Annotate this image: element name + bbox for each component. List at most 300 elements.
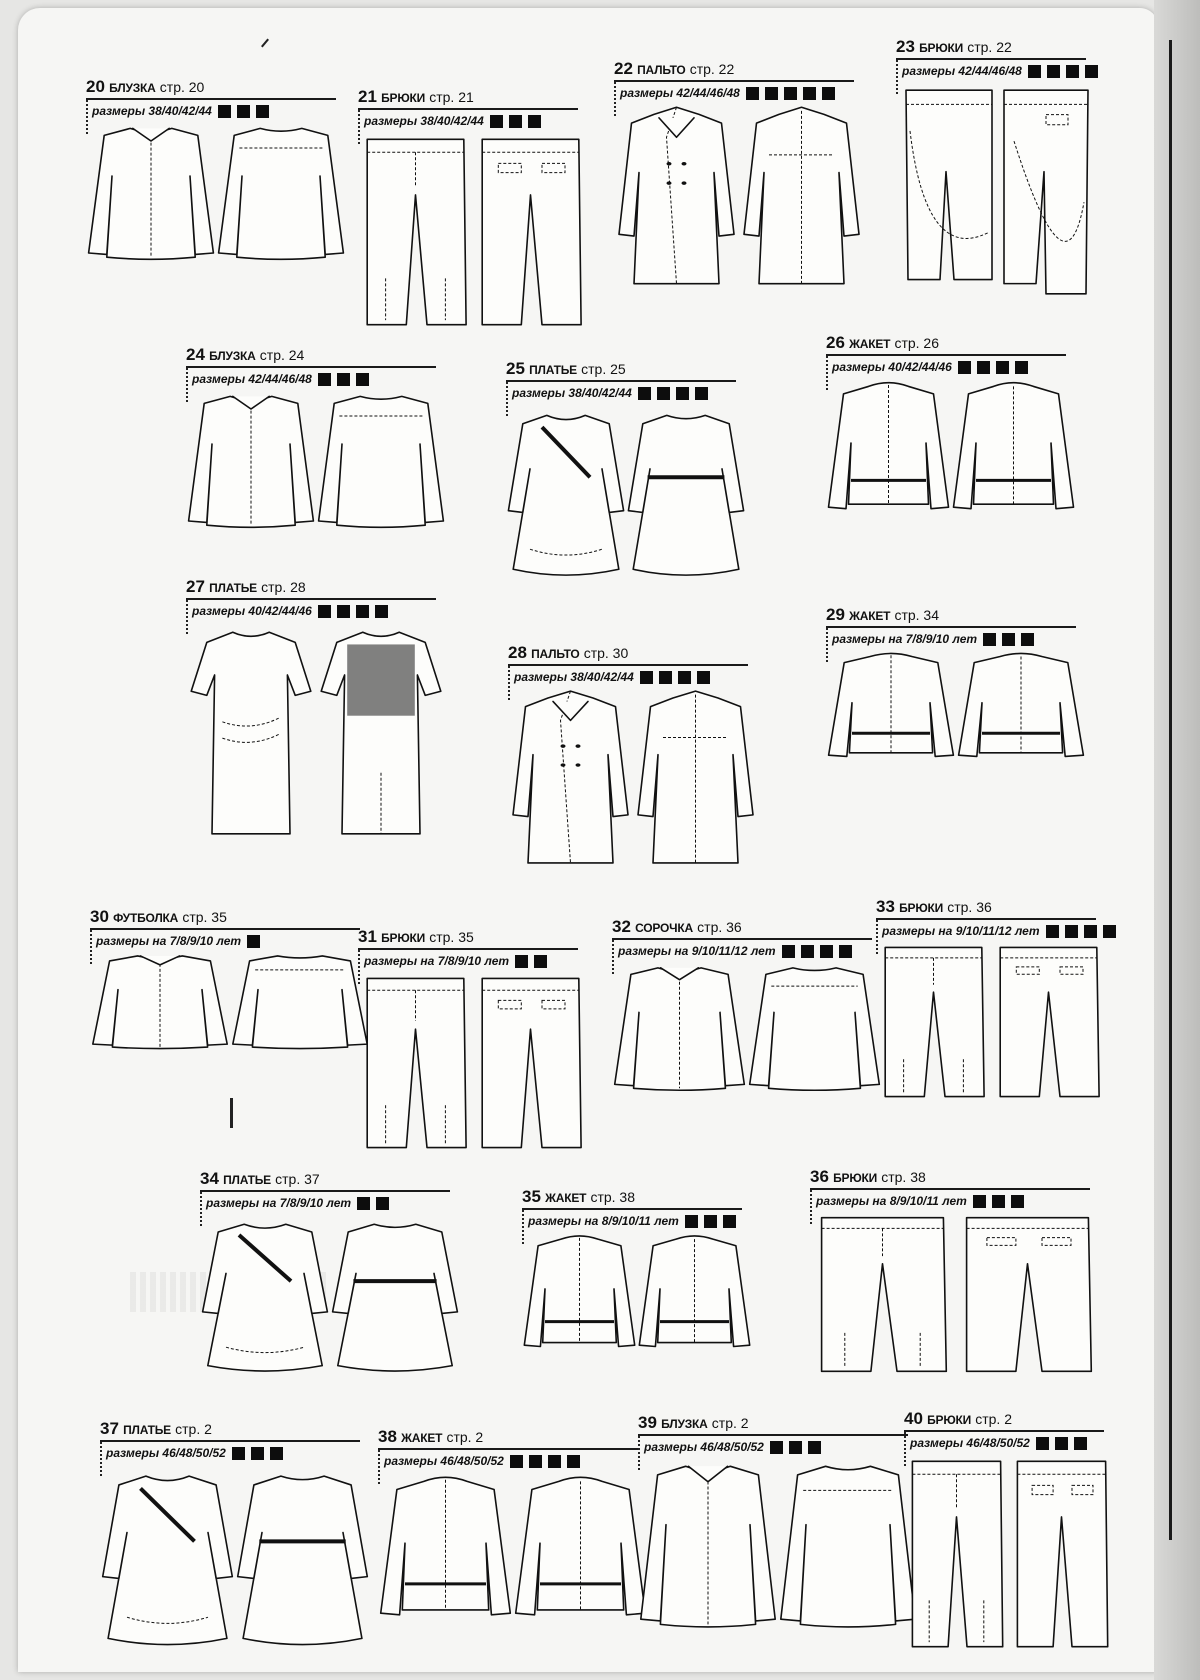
pattern-item-25 [506,360,746,590]
size-range [512,386,708,400]
pattern-item-27 [186,578,446,848]
garment-sketch [186,620,446,844]
pants-back [1000,947,1099,1096]
difficulty-square [529,1455,542,1468]
page-reference: стр. 2 [711,1415,749,1431]
title-rule [506,380,736,382]
top-front [93,956,227,1049]
difficulty-square [973,1195,986,1208]
size-range-text: размеры 46/48/50/52 [106,1446,226,1460]
difficulty-square [1103,925,1116,938]
pattern-item-20 [86,78,346,278]
jacket-front [381,1477,511,1615]
pattern-title [90,908,227,927]
difficulty-square [1084,925,1097,938]
size-range-text: размеры на 8/9/10/11 лет [816,1194,967,1208]
coat-front [619,107,734,283]
difficulty-square [640,671,653,684]
jacket-back [516,1477,646,1615]
pants-back [1017,1461,1107,1646]
title-rule [90,928,360,930]
pattern-item-30 [90,908,370,1063]
title-rule [378,1448,638,1450]
difficulty-square [337,373,350,386]
size-range-text: размеры на 9/10/11/12 лет [882,924,1040,938]
difficulty-square [704,1215,717,1228]
jacket-front [829,653,954,756]
title-rule [896,58,1086,60]
difficulty-square [1015,361,1028,374]
garment-sketch [826,376,1076,540]
pattern-item-36 [810,1168,1100,1383]
difficulty-square [528,115,541,128]
difficulty-square [784,87,797,100]
garment-type: БЛУЗКА [109,81,156,95]
dress-back [238,1476,368,1644]
size-range-text: размеры 46/48/50/52 [910,1436,1030,1450]
size-range [882,924,1116,938]
jacket-front [829,383,949,509]
size-range [92,104,269,118]
pattern-number: 32 [612,917,631,936]
stray-mark [261,39,269,48]
garment-sketch [876,940,1106,1104]
difficulty-square [232,1447,245,1460]
pattern-title [100,1420,212,1439]
size-range [910,1436,1087,1450]
difficulty-square [958,361,971,374]
pattern-title [826,334,939,353]
pattern-title [508,644,628,663]
difficulty-square [256,105,269,118]
dress-back [333,1224,458,1371]
difficulty-square [685,1215,698,1228]
difficulty-square [676,387,689,400]
difficulty-square [548,1455,561,1468]
title-rule [904,1430,1104,1432]
size-range-text: размеры 38/40/42/44 [512,386,632,400]
pattern-title [904,1410,1012,1429]
pattern-title [506,360,626,379]
size-range [192,372,369,386]
garment-type: БРЮКИ [381,91,426,105]
pattern-item-40 [904,1410,1114,1660]
difficulty-square [1046,925,1059,938]
difficulty-square [659,671,672,684]
page-reference: стр. 2 [446,1429,484,1445]
garment-type: ПЛАТЬЕ [209,581,257,595]
top-front [189,396,314,527]
title-rule [522,1208,742,1210]
top-back [219,128,344,259]
dress-front [508,415,623,575]
garment-type: ПЛАТЬЕ [123,1423,171,1437]
difficulty-square [1011,1195,1024,1208]
size-range-text: размеры 40/42/44/46 [832,360,952,374]
difficulty-square [237,105,250,118]
page-reference: стр. 2 [975,1411,1012,1427]
page-reference: стр. 24 [259,347,305,363]
pattern-item-34 [200,1170,460,1385]
top-back [233,956,367,1049]
title-rule [186,366,436,368]
size-range-text: размеры 46/48/50/52 [384,1454,504,1468]
pattern-number: 39 [638,1413,657,1432]
pattern-number: 27 [186,577,205,596]
difficulty-square [1002,633,1015,646]
garment-type: ЖАКЕТ [849,609,891,623]
garment-sketch [638,1456,918,1645]
difficulty-square [765,87,778,100]
title-rule [612,938,872,940]
garment-type: ЖАКЕТ [545,1191,587,1205]
page-reference: стр. 35 [429,929,474,945]
pattern-title [358,88,474,107]
page-reference: стр. 25 [581,361,626,377]
difficulty-square [356,605,369,618]
pattern-number: 21 [358,87,377,106]
pattern-title [358,928,474,947]
pattern-number: 35 [522,1187,541,1206]
difficulty-square [695,387,708,400]
pattern-number: 26 [826,333,845,352]
size-range [618,944,852,958]
page-reference: стр. 2 [175,1421,212,1437]
size-range [384,1454,580,1468]
pattern-number: 20 [86,77,105,96]
difficulty-square [1074,1437,1087,1450]
pattern-item-31 [358,928,588,1160]
size-range-text: размеры 38/40/42/44 [364,114,484,128]
dress-front [191,632,311,834]
difficulty-square [789,1441,802,1454]
top-back [750,968,880,1090]
difficulty-square [803,87,816,100]
size-range [192,604,388,618]
size-range [620,86,835,100]
garment-sketch [826,648,1086,782]
difficulty-square [1047,65,1060,78]
page-reference: стр. 22 [689,61,735,77]
pattern-number: 40 [904,1409,923,1428]
pattern-item-26 [826,334,1076,544]
pattern-number: 24 [186,345,205,364]
garment-sketch [86,120,346,274]
pants-front [367,139,466,324]
difficulty-square [839,945,852,958]
pattern-item-33 [876,898,1106,1108]
pants-front [367,978,466,1147]
garment-sketch [904,1452,1114,1656]
coat-back [744,107,859,283]
garment-type: ПЛАТЬЕ [223,1173,271,1187]
garment-type: БРЮКИ [381,931,426,945]
difficulty-square [1085,65,1098,78]
pants-back [482,978,581,1147]
spine-edge [1169,40,1172,1540]
difficulty-square [1028,65,1041,78]
page-reference: стр. 37 [275,1171,320,1187]
page-reference: стр. 36 [947,899,992,915]
pattern-item-23 [896,38,1096,308]
difficulty-square [638,387,651,400]
garment-sketch [358,130,588,334]
garment-type: БРЮКИ [919,41,964,55]
difficulty-square [490,115,503,128]
difficulty-square [820,945,833,958]
garment-sketch [186,388,446,542]
jacket-back [959,653,1084,756]
page-reference: стр. 22 [967,39,1012,55]
garment-sketch [508,686,758,875]
difficulty-square [376,1197,389,1210]
pattern-number: 22 [614,59,633,78]
title-rule [826,354,1066,356]
pattern-number: 30 [90,907,109,926]
size-range [832,632,1034,646]
pattern-title [638,1414,749,1433]
difficulty-square [318,373,331,386]
pattern-number: 37 [100,1419,119,1438]
page-spine [1154,0,1200,1680]
garment-type: ЖАКЕТ [401,1431,443,1445]
top-front [641,1466,775,1627]
size-range-text: размеры 42/44/46/48 [192,372,312,386]
title-rule [200,1190,450,1192]
difficulty-square [356,373,369,386]
size-range [902,64,1098,78]
size-range [96,934,260,948]
size-range-text: размеры на 8/9/10/11 лет [528,1214,679,1228]
pattern-title [522,1188,635,1207]
size-range-text: размеры 42/44/46/48 [902,64,1022,78]
jacket-front [524,1236,634,1347]
pants-back [967,1218,1092,1372]
jacket-back [639,1236,749,1347]
pattern-item-35 [522,1188,752,1378]
pattern-number: 33 [876,897,895,916]
page-reference: стр. 20 [159,79,205,95]
garment-type: БЛУЗКА [209,349,256,363]
pattern-title [826,606,939,625]
garment-sketch [896,80,1096,304]
size-range-text: размеры 38/40/42/44 [514,670,634,684]
difficulty-square [1021,633,1034,646]
size-range-text: размеры на 7/8/9/10 лет [832,632,978,646]
pattern-number: 31 [358,927,377,946]
page-reference: стр. 36 [697,919,742,935]
difficulty-square [808,1441,821,1454]
page-reference: стр. 38 [590,1189,635,1205]
size-range [816,1194,1024,1208]
garment-sketch [100,1462,370,1656]
size-range [364,114,541,128]
pattern-number: 28 [508,643,527,662]
size-range-text: размеры на 7/8/9/10 лет [96,934,242,948]
difficulty-square [337,605,350,618]
pattern-number: 36 [810,1167,829,1186]
pants-front [912,1461,1002,1646]
garment-type: ПЛАТЬЕ [529,363,577,377]
trousers-front [906,90,992,279]
difficulty-square [657,387,670,400]
difficulty-square [218,105,231,118]
coat-front [513,691,628,863]
pants-front [885,947,984,1096]
difficulty-square [678,671,691,684]
difficulty-square [770,1441,783,1454]
pattern-item-38 [378,1428,648,1653]
difficulty-square [697,671,710,684]
dress-back [321,632,441,834]
pattern-title [896,38,1012,57]
page-reference: стр. 34 [894,607,939,623]
pattern-number: 23 [896,37,915,56]
garment-type: ФУТБОЛКА [113,911,179,925]
title-rule [826,626,1076,628]
title-rule [876,918,1096,920]
difficulty-square [746,87,759,100]
garment-type: СОРОЧКА [635,921,693,935]
title-rule [100,1440,360,1442]
size-range-text: размеры на 9/10/11/12 лет [618,944,776,958]
garment-type: ПАЛЬТО [637,63,686,77]
size-range [832,360,1028,374]
difficulty-square [510,1455,523,1468]
garment-sketch [810,1210,1100,1379]
size-range [364,954,547,968]
difficulty-square [247,935,260,948]
pattern-title [810,1168,926,1187]
stray-mark [230,1098,233,1128]
jacket-back [954,383,1074,509]
size-range-text: размеры на 7/8/9/10 лет [206,1196,352,1210]
catalog-page [18,8,1158,1672]
size-range [644,1440,821,1454]
pattern-item-32 [612,918,882,1108]
difficulty-square [509,115,522,128]
garment-sketch [358,970,588,1156]
garment-type: БРЮКИ [833,1171,878,1185]
pattern-title [86,78,204,97]
pattern-number: 29 [826,605,845,624]
pattern-number: 38 [378,1427,397,1446]
trousers-back [1004,90,1088,294]
dress-front [103,1476,233,1644]
pattern-item-24 [186,346,446,546]
title-rule [810,1188,1090,1190]
difficulty-square [992,1195,1005,1208]
difficulty-square [1055,1437,1068,1450]
pattern-title [612,918,742,937]
difficulty-square [977,361,990,374]
garment-type: ПАЛЬТО [531,647,580,661]
difficulty-square [270,1447,283,1460]
pattern-item-39 [638,1414,918,1649]
page-reference: стр. 26 [894,335,939,351]
garment-sketch [90,950,370,1059]
garment-sketch [378,1470,648,1649]
pants-back [482,139,581,324]
title-rule [508,664,748,666]
difficulty-square [996,361,1009,374]
top-front [89,128,214,259]
dress-front [203,1224,328,1371]
size-range-text: размеры 42/44/46/48 [620,86,740,100]
page-reference: стр. 28 [261,579,306,595]
title-rule [614,80,854,82]
pattern-item-37 [100,1420,370,1660]
top-back [781,1466,915,1627]
size-range [528,1214,736,1228]
title-rule [638,1434,908,1436]
pattern-title [200,1170,320,1189]
pattern-item-29 [826,606,1086,786]
difficulty-square [318,605,331,618]
top-back [319,396,444,527]
garment-type: БЛУЗКА [661,1417,708,1431]
size-range [206,1196,389,1210]
page-reference: стр. 38 [881,1169,926,1185]
pattern-title [876,898,992,917]
difficulty-square [822,87,835,100]
garment-type: ЖАКЕТ [849,337,891,351]
coat-back [638,691,753,863]
size-range-text: размеры 46/48/50/52 [644,1440,764,1454]
pattern-number: 25 [506,359,525,378]
pattern-title [614,60,734,79]
pattern-title [186,578,306,597]
pants-front [822,1218,947,1372]
size-range-text: размеры 40/42/44/46 [192,604,312,618]
difficulty-square [567,1455,580,1468]
difficulty-square [357,1197,370,1210]
garment-sketch [200,1212,460,1381]
difficulty-square [1066,65,1079,78]
title-rule [186,598,436,600]
title-rule [358,948,578,950]
title-rule [358,108,578,110]
difficulty-square [515,955,528,968]
pattern-title [378,1428,483,1447]
title-rule [86,98,336,100]
size-range [514,670,710,684]
difficulty-square [1036,1437,1049,1450]
difficulty-square [534,955,547,968]
top-front [615,968,745,1090]
pattern-item-22 [614,60,864,300]
difficulty-square [375,605,388,618]
page-reference: стр. 35 [182,909,227,925]
size-range-text: размеры 38/40/42/44 [92,104,212,118]
dress-back [628,415,743,575]
difficulty-square [801,945,814,958]
difficulty-square [1065,925,1078,938]
page-reference: стр. 30 [583,645,629,661]
garment-sketch [614,102,864,296]
size-range-text: размеры на 7/8/9/10 лет [364,954,510,968]
difficulty-square [782,945,795,958]
garment-sketch [612,960,882,1104]
page-reference: стр. 21 [429,89,474,105]
pattern-item-28 [508,644,758,879]
size-range [106,1446,283,1460]
pattern-item-21 [358,88,588,338]
difficulty-square [983,633,996,646]
difficulty-square [251,1447,264,1460]
difficulty-square [723,1215,736,1228]
garment-type: БРЮКИ [899,901,944,915]
